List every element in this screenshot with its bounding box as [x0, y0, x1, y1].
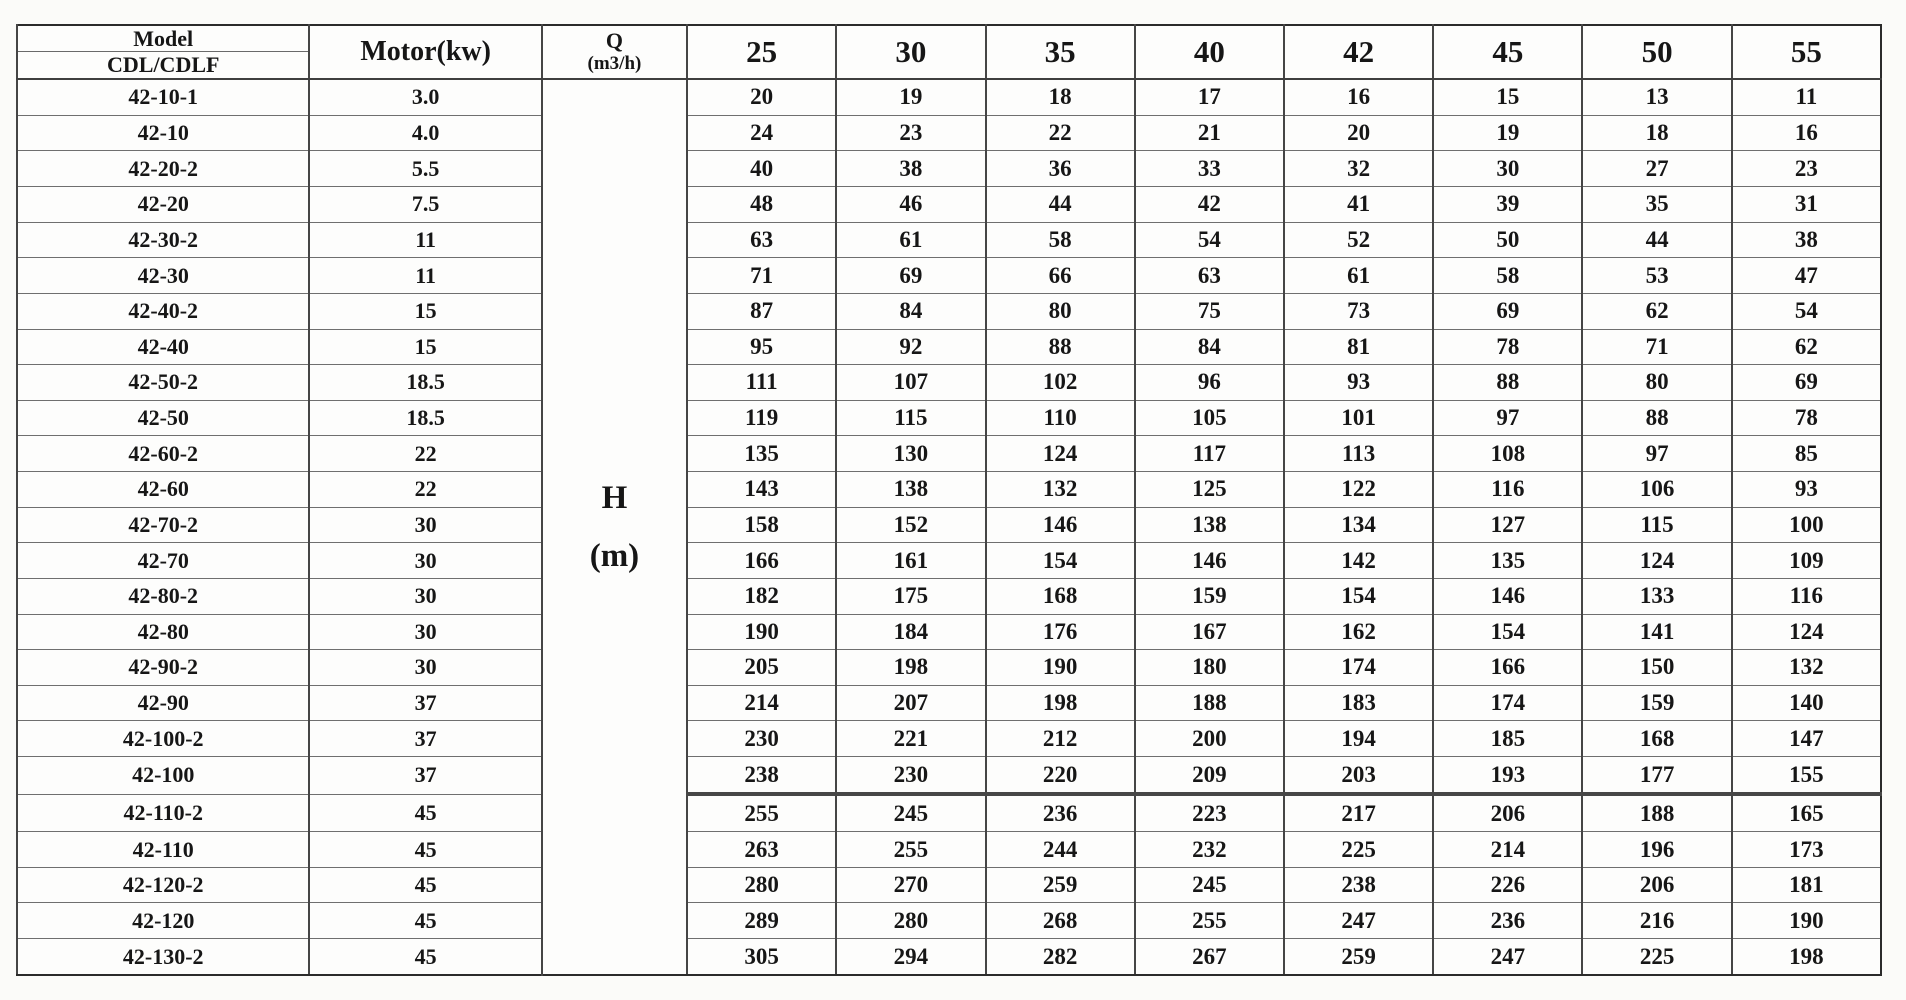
head-value-cell: 32 — [1284, 151, 1433, 187]
head-value-cell: 168 — [1582, 721, 1731, 757]
head-value-cell: 107 — [836, 365, 985, 401]
head-value-cell: 58 — [986, 222, 1135, 258]
table-row — [17, 472, 1881, 508]
head-value-cell: 124 — [986, 436, 1135, 472]
table-row — [17, 578, 1881, 614]
head-value-cell: 259 — [1284, 939, 1433, 975]
motor-kw-cell: 18.5 — [309, 400, 541, 436]
head-value-cell: 134 — [1284, 507, 1433, 543]
head-value-cell: 88 — [986, 329, 1135, 365]
head-value-cell: 206 — [1433, 794, 1582, 832]
motor-kw-cell: 22 — [309, 436, 541, 472]
head-value-cell: 132 — [1732, 650, 1881, 686]
model-cell: 42-120 — [17, 903, 309, 939]
model-cell: 42-10 — [17, 115, 309, 151]
head-value-cell: 20 — [1284, 115, 1433, 151]
head-value-cell: 16 — [1732, 115, 1881, 151]
motor-kw-cell: 18.5 — [309, 365, 541, 401]
head-value-cell: 185 — [1433, 721, 1582, 757]
motor-kw-cell: 45 — [309, 903, 541, 939]
head-value-cell: 35 — [1582, 187, 1731, 223]
head-value-cell: 115 — [836, 400, 985, 436]
head-value-cell: 54 — [1732, 293, 1881, 329]
head-value-cell: 183 — [1284, 685, 1433, 721]
model-cell: 42-20-2 — [17, 151, 309, 187]
table-row — [17, 400, 1881, 436]
head-value-cell: 166 — [1433, 650, 1582, 686]
model-cell: 42-60-2 — [17, 436, 309, 472]
table-row — [17, 258, 1881, 294]
head-value-cell: 182 — [687, 578, 836, 614]
head-value-cell: 193 — [1433, 757, 1582, 795]
table-row — [17, 939, 1881, 975]
head-value-cell: 69 — [1433, 293, 1582, 329]
head-value-cell: 71 — [1582, 329, 1731, 365]
head-value-cell: 255 — [1135, 903, 1284, 939]
head-value-cell: 44 — [986, 187, 1135, 223]
head-value-cell: 200 — [1135, 721, 1284, 757]
head-value-cell: 141 — [1582, 614, 1731, 650]
head-value-cell: 154 — [1284, 578, 1433, 614]
head-value-cell: 188 — [1135, 685, 1284, 721]
motor-kw-cell: 45 — [309, 832, 541, 868]
head-value-cell: 181 — [1732, 867, 1881, 903]
head-value-cell: 184 — [836, 614, 985, 650]
head-value-cell: 226 — [1433, 867, 1582, 903]
head-value-cell: 174 — [1433, 685, 1582, 721]
head-value-cell: 63 — [1135, 258, 1284, 294]
head-value-cell: 166 — [687, 543, 836, 579]
model-cell: 42-10-1 — [17, 79, 309, 115]
head-value-cell: 62 — [1732, 329, 1881, 365]
motor-kw-cell: 37 — [309, 721, 541, 757]
table-row — [17, 436, 1881, 472]
head-value-cell: 238 — [1284, 867, 1433, 903]
head-value-cell: 245 — [836, 794, 985, 832]
head-value-cell: 62 — [1582, 293, 1731, 329]
head-value-cell: 101 — [1284, 400, 1433, 436]
head-value-cell: 88 — [1433, 365, 1582, 401]
model-cell: 42-100 — [17, 757, 309, 795]
head-value-cell: 150 — [1582, 650, 1731, 686]
head-value-cell: 159 — [1135, 578, 1284, 614]
head-value-cell: 162 — [1284, 614, 1433, 650]
head-value-cell: 177 — [1582, 757, 1731, 795]
head-value-cell: 92 — [836, 329, 985, 365]
head-value-cell: 23 — [1732, 151, 1881, 187]
table-row — [17, 685, 1881, 721]
head-value-cell: 167 — [1135, 614, 1284, 650]
motor-kw-cell: 15 — [309, 293, 541, 329]
head-value-cell: 245 — [1135, 867, 1284, 903]
head-value-cell: 236 — [1433, 903, 1582, 939]
head-value-cell: 47 — [1732, 258, 1881, 294]
head-value-cell: 20 — [687, 79, 836, 115]
head-value-cell: 97 — [1582, 436, 1731, 472]
head-value-cell: 143 — [687, 472, 836, 508]
flow-header-cell: 25 — [687, 25, 836, 79]
model-cell: 42-100-2 — [17, 721, 309, 757]
head-value-cell: 33 — [1135, 151, 1284, 187]
head-value-cell: 124 — [1582, 543, 1731, 579]
head-value-cell: 93 — [1732, 472, 1881, 508]
table-row — [17, 757, 1881, 795]
motor-kw-cell: 5.5 — [309, 151, 541, 187]
head-value-cell: 305 — [687, 939, 836, 975]
table-row — [17, 650, 1881, 686]
head-value-cell: 247 — [1284, 903, 1433, 939]
head-value-cell: 130 — [836, 436, 985, 472]
model-cell: 42-70 — [17, 543, 309, 579]
head-value-cell: 110 — [986, 400, 1135, 436]
head-value-cell: 209 — [1135, 757, 1284, 795]
head-value-cell: 255 — [687, 794, 836, 832]
head-value-cell: 105 — [1135, 400, 1284, 436]
head-value-cell: 18 — [986, 79, 1135, 115]
head-value-cell: 152 — [836, 507, 985, 543]
head-value-cell: 125 — [1135, 472, 1284, 508]
head-value-cell: 96 — [1135, 365, 1284, 401]
head-value-cell: 46 — [836, 187, 985, 223]
head-value-cell: 95 — [687, 329, 836, 365]
motor-kw-cell: 37 — [309, 685, 541, 721]
head-value-cell: 203 — [1284, 757, 1433, 795]
head-value-cell: 108 — [1433, 436, 1582, 472]
head-value-cell: 78 — [1433, 329, 1582, 365]
head-value-cell: 61 — [1284, 258, 1433, 294]
motor-kw-cell: 37 — [309, 757, 541, 795]
flow-header-cell: 30 — [836, 25, 985, 79]
motor-kw-cell: 11 — [309, 258, 541, 294]
head-value-cell: 190 — [986, 650, 1135, 686]
table-row — [17, 222, 1881, 258]
motor-kw-cell: 4.0 — [309, 115, 541, 151]
head-value-cell: 196 — [1582, 832, 1731, 868]
head-value-cell: 225 — [1582, 939, 1731, 975]
motor-kw-cell: 45 — [309, 939, 541, 975]
head-value-cell: 84 — [1135, 329, 1284, 365]
head-value-cell: 132 — [986, 472, 1135, 508]
head-value-cell: 41 — [1284, 187, 1433, 223]
head-value-cell: 22 — [986, 115, 1135, 151]
head-value-cell: 223 — [1135, 794, 1284, 832]
head-value-cell: 53 — [1582, 258, 1731, 294]
head-value-cell: 168 — [986, 578, 1135, 614]
head-value-cell: 40 — [687, 151, 836, 187]
head-value-cell: 119 — [687, 400, 836, 436]
head-value-cell: 44 — [1582, 222, 1731, 258]
model-cell: 42-110-2 — [17, 794, 309, 832]
flow-header-cell: 35 — [986, 25, 1135, 79]
head-value-cell: 155 — [1732, 757, 1881, 795]
head-value-cell: 48 — [687, 187, 836, 223]
motor-kw-cell: 30 — [309, 578, 541, 614]
head-value-cell: 247 — [1433, 939, 1582, 975]
head-value-cell: 42 — [1135, 187, 1284, 223]
head-value-cell: 15 — [1433, 79, 1582, 115]
table-row — [17, 365, 1881, 401]
model-cell: 42-90 — [17, 685, 309, 721]
head-value-cell: 221 — [836, 721, 985, 757]
head-value-cell: 232 — [1135, 832, 1284, 868]
table-row — [17, 115, 1881, 151]
head-value-cell: 63 — [687, 222, 836, 258]
head-value-cell: 27 — [1582, 151, 1731, 187]
head-value-cell: 158 — [687, 507, 836, 543]
head-value-cell: 214 — [1433, 832, 1582, 868]
table-head — [17, 25, 1881, 79]
head-value-cell: 142 — [1284, 543, 1433, 579]
model-cell: 42-80 — [17, 614, 309, 650]
head-value-cell: 50 — [1433, 222, 1582, 258]
motor-kw-cell: 15 — [309, 329, 541, 365]
head-value-cell: 244 — [986, 832, 1135, 868]
head-value-cell: 111 — [687, 365, 836, 401]
motor-kw-cell: 45 — [309, 794, 541, 832]
head-value-cell: 106 — [1582, 472, 1731, 508]
head-value-cell: 61 — [836, 222, 985, 258]
table-row — [17, 794, 1881, 832]
model-cell: 42-40 — [17, 329, 309, 365]
head-value-cell: 17 — [1135, 79, 1284, 115]
head-value-cell: 236 — [986, 794, 1135, 832]
table-row — [17, 867, 1881, 903]
head-value-cell: 21 — [1135, 115, 1284, 151]
head-value-cell: 69 — [1732, 365, 1881, 401]
head-value-cell: 87 — [687, 293, 836, 329]
model-cell: 42-30 — [17, 258, 309, 294]
head-value-cell: 39 — [1433, 187, 1582, 223]
head-value-cell: 188 — [1582, 794, 1731, 832]
head-value-cell: 16 — [1284, 79, 1433, 115]
head-value-cell: 116 — [1433, 472, 1582, 508]
motor-kw-cell: 30 — [309, 543, 541, 579]
head-value-cell: 80 — [1582, 365, 1731, 401]
head-value-cell: 146 — [1433, 578, 1582, 614]
head-value-cell: 154 — [1433, 614, 1582, 650]
model-cell: 42-60 — [17, 472, 309, 508]
table-row — [17, 721, 1881, 757]
model-header-cell — [17, 25, 309, 79]
model-cell: 42-120-2 — [17, 867, 309, 903]
head-value-cell: 135 — [1433, 543, 1582, 579]
head-value-cell: 255 — [836, 832, 985, 868]
h-unit-label: (m) — [589, 538, 640, 574]
model-cell: 42-40-2 — [17, 293, 309, 329]
model-cell: 42-70-2 — [17, 507, 309, 543]
head-value-cell: 69 — [836, 258, 985, 294]
flow-header-cell: 45 — [1433, 25, 1582, 79]
head-value-cell: 220 — [986, 757, 1135, 795]
model-cell: 42-50-2 — [17, 365, 309, 401]
head-value-cell: 212 — [986, 721, 1135, 757]
table-row — [17, 79, 1881, 115]
head-value-cell: 175 — [836, 578, 985, 614]
head-value-cell: 268 — [986, 903, 1135, 939]
head-value-cell: 18 — [1582, 115, 1731, 151]
head-value-cell: 38 — [836, 151, 985, 187]
head-value-cell: 159 — [1582, 685, 1731, 721]
head-value-cell: 81 — [1284, 329, 1433, 365]
head-value-cell: 198 — [836, 650, 985, 686]
model-cell: 42-30-2 — [17, 222, 309, 258]
head-value-cell: 52 — [1284, 222, 1433, 258]
head-value-cell: 225 — [1284, 832, 1433, 868]
flow-header-cell: 50 — [1582, 25, 1731, 79]
motor-header-cell: Motor(kw) — [309, 25, 541, 79]
head-value-cell: 206 — [1582, 867, 1731, 903]
head-value-cell: 294 — [836, 939, 985, 975]
head-value-cell: 113 — [1284, 436, 1433, 472]
head-value-cell: 282 — [986, 939, 1135, 975]
table-row — [17, 329, 1881, 365]
h-unit-cell — [542, 79, 687, 975]
head-value-cell: 100 — [1732, 507, 1881, 543]
head-value-cell: 122 — [1284, 472, 1433, 508]
head-value-cell: 19 — [836, 79, 985, 115]
head-value-cell: 116 — [1732, 578, 1881, 614]
head-value-cell: 138 — [1135, 507, 1284, 543]
head-value-cell: 58 — [1433, 258, 1582, 294]
head-value-cell: 115 — [1582, 507, 1731, 543]
head-value-cell: 78 — [1732, 400, 1881, 436]
head-value-cell: 135 — [687, 436, 836, 472]
head-value-cell: 11 — [1732, 79, 1881, 115]
pump-spec-table — [16, 24, 1882, 976]
head-value-cell: 138 — [836, 472, 985, 508]
head-value-cell: 238 — [687, 757, 836, 795]
head-value-cell: 66 — [986, 258, 1135, 294]
head-value-cell: 124 — [1732, 614, 1881, 650]
head-value-cell: 217 — [1284, 794, 1433, 832]
head-value-cell: 180 — [1135, 650, 1284, 686]
model-cell: 42-110 — [17, 832, 309, 868]
head-value-cell: 270 — [836, 867, 985, 903]
motor-kw-cell: 30 — [309, 507, 541, 543]
head-value-cell: 230 — [836, 757, 985, 795]
model-cell: 42-80-2 — [17, 578, 309, 614]
head-value-cell: 161 — [836, 543, 985, 579]
head-value-cell: 146 — [986, 507, 1135, 543]
h-symbol-label: H — [601, 480, 628, 516]
head-value-cell: 71 — [687, 258, 836, 294]
head-value-cell: 93 — [1284, 365, 1433, 401]
head-value-cell: 205 — [687, 650, 836, 686]
head-value-cell: 147 — [1732, 721, 1881, 757]
head-value-cell: 280 — [836, 903, 985, 939]
q-header-symbol: Q — [605, 28, 623, 53]
head-value-cell: 102 — [986, 365, 1135, 401]
head-value-cell: 38 — [1732, 222, 1881, 258]
head-value-cell: 146 — [1135, 543, 1284, 579]
table-row — [17, 832, 1881, 868]
head-value-cell: 174 — [1284, 650, 1433, 686]
head-value-cell: 23 — [836, 115, 985, 151]
head-value-cell: 154 — [986, 543, 1135, 579]
q-header-cell — [542, 25, 687, 79]
table-row — [17, 151, 1881, 187]
head-value-cell: 109 — [1732, 543, 1881, 579]
model-cell: 42-90-2 — [17, 650, 309, 686]
head-value-cell: 214 — [687, 685, 836, 721]
model-cell: 42-50 — [17, 400, 309, 436]
head-value-cell: 127 — [1433, 507, 1582, 543]
motor-kw-cell: 11 — [309, 222, 541, 258]
head-value-cell: 198 — [1732, 939, 1881, 975]
head-value-cell: 73 — [1284, 293, 1433, 329]
head-value-cell: 176 — [986, 614, 1135, 650]
head-value-cell: 140 — [1732, 685, 1881, 721]
head-value-cell: 31 — [1732, 187, 1881, 223]
head-value-cell: 173 — [1732, 832, 1881, 868]
head-value-cell: 133 — [1582, 578, 1731, 614]
head-value-cell: 194 — [1284, 721, 1433, 757]
flow-header-cell: 40 — [1135, 25, 1284, 79]
model-header-line1: Model — [18, 26, 308, 52]
head-value-cell: 190 — [687, 614, 836, 650]
table-row — [17, 614, 1881, 650]
model-cell: 42-20 — [17, 187, 309, 223]
head-value-cell: 54 — [1135, 222, 1284, 258]
table-row — [17, 543, 1881, 579]
q-header-unit: (m3/h) — [587, 53, 642, 74]
head-value-cell: 36 — [986, 151, 1135, 187]
head-value-cell: 85 — [1732, 436, 1881, 472]
head-value-cell: 190 — [1732, 903, 1881, 939]
head-value-cell: 230 — [687, 721, 836, 757]
head-value-cell: 165 — [1732, 794, 1881, 832]
head-value-cell: 80 — [986, 293, 1135, 329]
motor-kw-cell: 45 — [309, 867, 541, 903]
head-value-cell: 280 — [687, 867, 836, 903]
flow-header-cell: 42 — [1284, 25, 1433, 79]
model-cell: 42-130-2 — [17, 939, 309, 975]
header-row — [17, 25, 1881, 79]
head-value-cell: 198 — [986, 685, 1135, 721]
table-row — [17, 293, 1881, 329]
head-value-cell: 13 — [1582, 79, 1731, 115]
head-value-cell: 216 — [1582, 903, 1731, 939]
head-value-cell: 88 — [1582, 400, 1731, 436]
table-row — [17, 187, 1881, 223]
head-value-cell: 24 — [687, 115, 836, 151]
motor-kw-cell: 30 — [309, 650, 541, 686]
head-value-cell: 267 — [1135, 939, 1284, 975]
table-body — [17, 79, 1881, 975]
motor-kw-cell: 7.5 — [309, 187, 541, 223]
head-value-cell: 75 — [1135, 293, 1284, 329]
motor-kw-cell: 22 — [309, 472, 541, 508]
flow-header-cell: 55 — [1732, 25, 1881, 79]
head-value-cell: 263 — [687, 832, 836, 868]
motor-kw-cell: 30 — [309, 614, 541, 650]
head-value-cell: 97 — [1433, 400, 1582, 436]
head-value-cell: 19 — [1433, 115, 1582, 151]
head-value-cell: 117 — [1135, 436, 1284, 472]
head-value-cell: 84 — [836, 293, 985, 329]
head-value-cell: 289 — [687, 903, 836, 939]
table-row — [17, 903, 1881, 939]
table-row — [17, 507, 1881, 543]
head-value-cell: 30 — [1433, 151, 1582, 187]
head-value-cell: 207 — [836, 685, 985, 721]
model-header-line2: CDL/CDLF — [107, 52, 220, 77]
motor-kw-cell: 3.0 — [309, 79, 541, 115]
head-value-cell: 259 — [986, 867, 1135, 903]
